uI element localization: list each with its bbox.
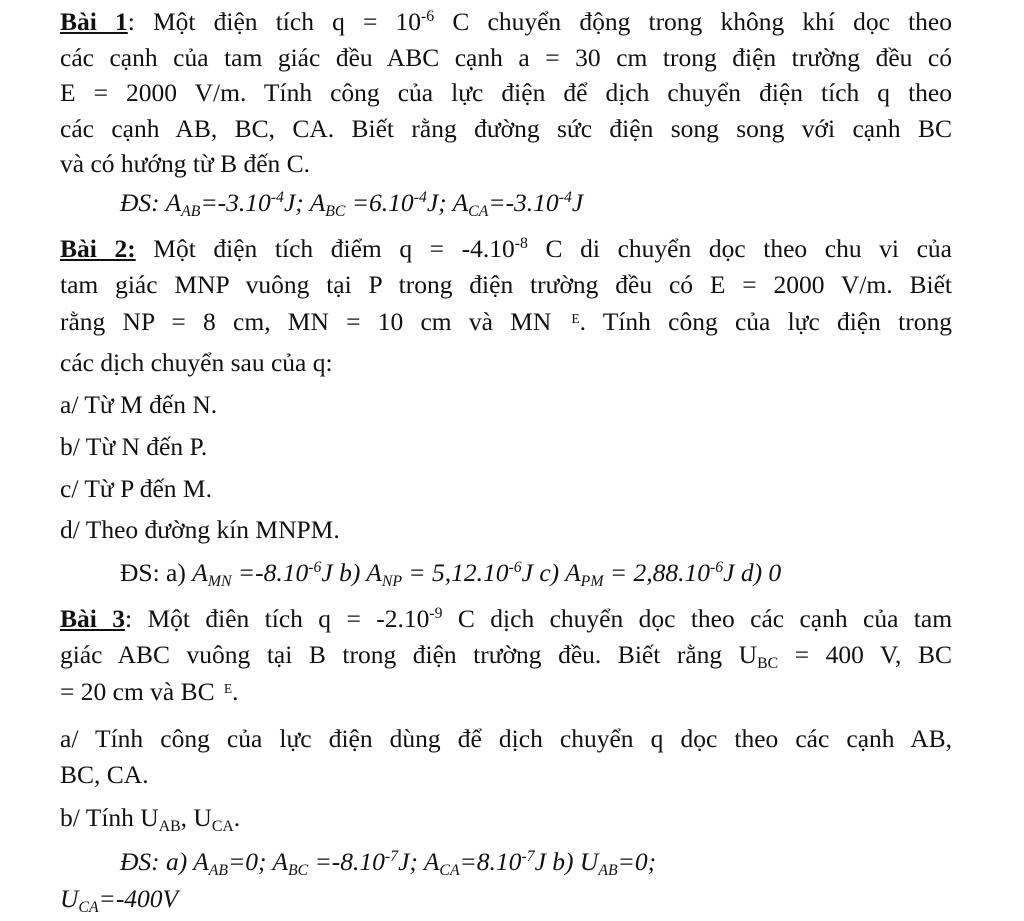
vector-e-symbol: E bbox=[224, 680, 233, 696]
p3-answer-line-1: ĐS: a) $A_{AB}=0$; $A_{BC} =-8.10^{-7}J$; $A_{CA}=8.10^{-7}J$ b) $U_{AB}=0$; bbox=[120, 847, 657, 879]
vector-e-symbol: E bbox=[571, 310, 580, 326]
p2-item-a: a/ Từ M đến N. bbox=[60, 390, 218, 419]
p1-title: Bài 1 bbox=[60, 7, 128, 36]
p2-item-d: d/ Theo đường kín MNPM. bbox=[60, 515, 340, 544]
p2-line-3: rằng NP = 8 cm, MN = 10 cm và MN $^E$. Tính công của lực điện trong bbox=[60, 307, 952, 336]
p3-line-2: giác ABC vuông tại B trong điện trường đều. Biết rằng $U_{BC} = 400$ V, BC bbox=[60, 640, 952, 672]
p2-line-2: tam giác MNP vuông tại P trong điện trường đều có E = 2000 V/m. Biết bbox=[60, 270, 952, 299]
p1-line-5: và có hướng từ B đến C. bbox=[60, 149, 311, 178]
p2-answer: ĐS: a) $A_{MN} =-8.10^{-6}J$ b) $A_{NP} = 5,12.10^{-6}J$ c) $A_{PM} = 2,88.10^{-6}J$ d) 0 bbox=[120, 558, 782, 590]
p3-answer-line-2: $U_{CA}=-400V$ bbox=[60, 884, 179, 916]
p2-line-4: các dịch chuyển sau của q: bbox=[60, 348, 333, 377]
p3-line-3: = 20 cm và BC $^E$. bbox=[60, 677, 239, 706]
p1-line-1 bbox=[60, 5, 952, 39]
p1-line-2: các cạnh của tam giác đều ABC cạnh a = 30 cm trong điện trường đều có bbox=[60, 43, 952, 72]
p1-l1a: : Một điện tích q = 10 bbox=[127, 7, 422, 36]
p3-item-a-line-2: BC, CA. bbox=[60, 760, 149, 789]
p1-l1-sup: -6 bbox=[421, 8, 435, 26]
p3-item-b: b/ Tính $U_{AB}$, $U_{CA}$. bbox=[60, 803, 241, 835]
p2-item-b: b/ Từ N đến P. bbox=[60, 432, 208, 461]
p1-line-4: các cạnh AB, BC, CA. Biết rằng đường sức điện song song với cạnh BC bbox=[60, 114, 952, 143]
p2-item-c: c/ Từ P đến M. bbox=[60, 474, 212, 503]
p1-answer: ĐS: $A_{AB}=-3.10^{-4}J$; $A_{BC} =6.10^{-4}J$; $A_{CA}=-3.10^{-4}J$ bbox=[120, 188, 584, 220]
p2-line-1: Bài 2: Một điện tích điểm $q = -4.10^{-8}$ C di chuyển dọc theo chu vi của bbox=[60, 234, 952, 263]
p3-item-a-line-1: a/ Tính công của lực điện dùng để dịch chuyển q dọc theo các cạnh AB, bbox=[60, 724, 952, 753]
p3-line-1: Bài 3: Một điên tích $q = -2.10^{-9}$ C dịch chuyển dọc theo các cạnh của tam bbox=[60, 604, 953, 633]
p1-line-3: E = 2000 V/m. Tính công của lực điện để dịch chuyển điện tích q theo bbox=[60, 78, 952, 107]
p2-title: Bài 2: bbox=[60, 234, 136, 263]
p1-l1b: C chuyển động trong không khí dọc theo bbox=[434, 7, 952, 36]
p3-title: Bài 3 bbox=[60, 604, 125, 633]
